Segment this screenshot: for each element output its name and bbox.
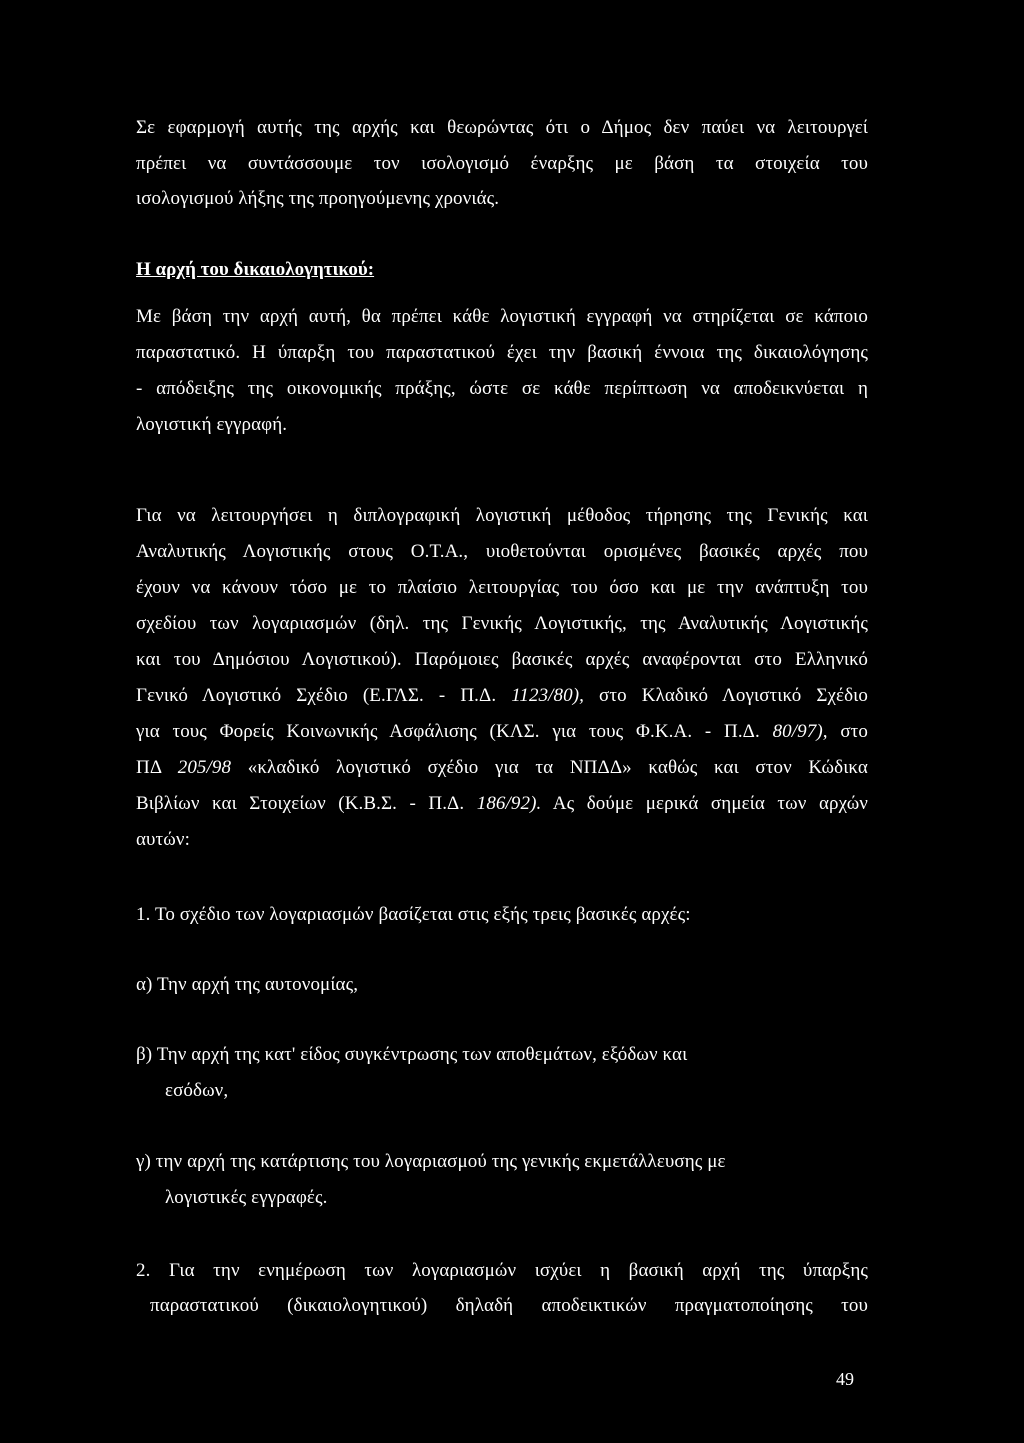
sub-item-a: α) Την αρχή της αυτονομίας,	[136, 974, 359, 995]
line-6-text-c: στο Κλαδικό Λογιστικό Σχέδιο	[584, 685, 868, 706]
line-9-text-c: Ας δούμε μερικά σημεία των αρχών	[541, 793, 868, 814]
decree-reference: 186/92).	[476, 793, 542, 814]
page-number: 49	[836, 1369, 854, 1389]
line-6-text-a: Γενικό Λογιστικό Σχέδιο (Ε.ΓΛΣ. - Π.Δ.	[136, 685, 512, 706]
paragraph-3-line-2: Αναλυτικής Λογιστικής στους Ο.Τ.Α., υιοθετούνται ορισμένες βασικές αρχές που	[136, 541, 868, 562]
section-heading: Η αρχή του δικαιολογητικού:	[136, 259, 375, 280]
line-9-text-a: Βιβλίων και Στοιχείων (Κ.Β.Σ. - Π.Δ.	[136, 793, 477, 814]
paragraph-3-line-4: σχεδίου των λογαριασμών (δηλ. της Γενικής Λογιστικής, της Αναλυτικής Λογιστικής	[136, 613, 868, 634]
sub-item-b-line-2: εσόδων,	[165, 1080, 229, 1101]
paragraph-1-line-3: ισολογισμού λήξης της προηγούμενης χρονιάς.	[136, 188, 500, 209]
paragraph-3-line-7	[136, 720, 868, 744]
paragraph-1-line-1: Σε εφαρμογή αυτής της αρχής και θεωρώντας ότι ο Δήμος δεν παύει να λειτουργεί	[136, 117, 868, 138]
sub-item-b-line-1: β) Την αρχή της κατ' είδος συγκέντρωσης των αποθεμάτων, εξόδων και	[136, 1044, 688, 1065]
sub-item-c-line-2: λογιστικές εγγραφές.	[165, 1187, 328, 1208]
line-8-text-a: ΠΔ	[136, 757, 178, 778]
line-8-text-c: «κλαδικό λογιστικό σχέδιο για τα ΝΠΔΔ» καθώς και στον Κώδικα	[231, 757, 868, 778]
decree-reference: 205/98	[177, 757, 232, 778]
decree-reference: 1123/80),	[511, 685, 585, 706]
paragraph-1-line-2: πρέπει να συντάσσουμε τον ισολογισμό έναρξης με βάση τα στοιχεία του	[136, 153, 868, 174]
decree-reference: 80/97),	[772, 721, 828, 742]
paragraph-3-line-5: και του Δημόσιου Λογιστικού). Παρόμοιες βασικές αρχές αναφέρονται στο Ελληνικό	[136, 649, 868, 670]
paragraph-2-line-1: Με βάση την αρχή αυτή, θα πρέπει κάθε λογιστική εγγραφή να στηρίζεται σε κάποιο	[136, 306, 868, 327]
list-item-2-line-1: 2. Για την ενημέρωση των λογαριασμών ισχύει η βασική αρχή της ύπαρξης	[136, 1260, 868, 1281]
paragraph-3-line-6	[136, 684, 868, 708]
paragraph-3-line-9	[136, 792, 868, 816]
line-7-text-a: για τους Φορείς Κοινωνικής Ασφάλισης (ΚΛΣ. για τους Φ.Κ.Α. - Π.Δ.	[136, 721, 773, 742]
paragraph-2-line-4: λογιστική εγγραφή.	[136, 414, 288, 435]
paragraph-3-line-1: Για να λειτουργήσει η διπλογραφική λογιστική μέθοδος τήρησης της Γενικής και	[136, 505, 868, 526]
list-item-2-line-2: παραστατικού (δικαιολογητικού) δηλαδή αποδεικτικών πραγματοποίησης του	[150, 1295, 868, 1316]
paragraph-2-line-2: παραστατικό. Η ύπαρξη του παραστατικού έχει την βασική έννοια της δικαιολόγησης	[136, 342, 868, 363]
paragraph-3-line-8	[136, 756, 868, 780]
list-item-1: 1. Το σχέδιο των λογαριασμών βασίζεται στις εξής τρεις βασικές αρχές:	[136, 904, 691, 925]
sub-item-c-line-1: γ) την αρχή της κατάρτισης του λογαριασμού της γενικής εκμετάλλευσης με	[136, 1151, 726, 1172]
line-7-text-c: στο	[827, 721, 869, 742]
paragraph-2-line-3: - απόδειξης της οικονομικής πράξης, ώστε σε κάθε περίπτωση να αποδεικνύεται η	[136, 378, 868, 399]
paragraph-3-line-10: αυτών:	[136, 829, 190, 850]
paragraph-3-line-3: έχουν να κάνουν τόσο με το πλαίσιο λειτουργίας του όσο και με την ανάπτυξη του	[136, 577, 868, 598]
